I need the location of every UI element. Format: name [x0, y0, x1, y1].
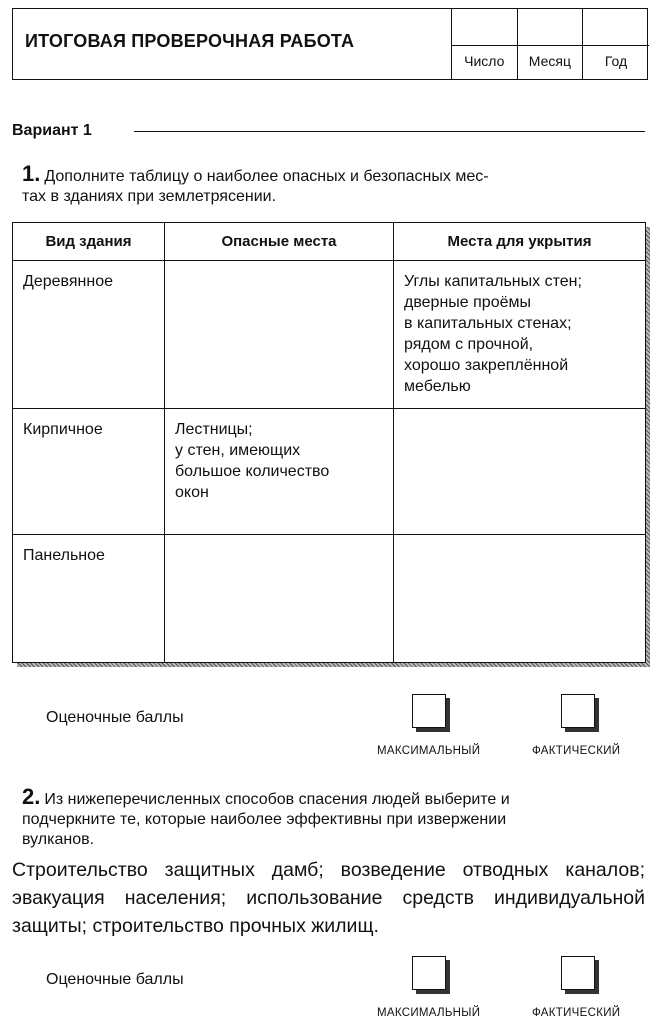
date-month-field[interactable]	[518, 8, 583, 46]
cell-shelter-answer[interactable]	[394, 535, 646, 663]
cell-danger-answer[interactable]	[165, 409, 394, 535]
task1-number: 1.	[22, 161, 41, 186]
table-header-row	[13, 223, 646, 261]
cell-line: Лестницы;	[175, 421, 253, 438]
task2-number: 2.	[22, 784, 41, 809]
date-month-cell	[518, 8, 584, 80]
cell-line: мебелью	[404, 378, 471, 395]
task1-text-line2: тах в зданиях при землетрясении.	[22, 188, 277, 205]
cell-shelter-answer[interactable]	[394, 261, 646, 409]
task1-text-line1: Дополните таблицу о наиболее опасных и безопасных мес-	[44, 168, 489, 185]
task2-text-line1: Из нижеперечисленных способов спасения людей выберите и	[44, 791, 510, 808]
date-day-label: Число	[464, 52, 505, 69]
task1-prompt	[22, 161, 647, 207]
date-day-field[interactable]	[452, 8, 517, 46]
cell-type: Кирпичное	[13, 409, 165, 535]
date-grid	[451, 8, 648, 80]
task2-score-label: Оценочные баллы	[46, 971, 184, 988]
col-header-shelter: Места для укрытия	[394, 223, 646, 261]
cell-line: хорошо закреплённой	[404, 357, 569, 374]
cell-type: Панельное	[13, 535, 165, 663]
task2-text-line2: подчеркните те, которые наиболее эффективны при извержении	[22, 811, 507, 828]
header-box	[12, 8, 648, 80]
col-header-type: Вид здания	[13, 223, 165, 261]
page-title: ИТОГОВАЯ ПРОВЕРОЧНАЯ РАБОТА	[25, 31, 355, 51]
variant-heading: Вариант 1	[12, 122, 92, 139]
task1-table-wrap	[12, 222, 645, 662]
table-row	[13, 535, 646, 663]
table-row	[13, 409, 646, 535]
cell-line: у стен, имеющих	[175, 442, 301, 459]
table-row	[13, 261, 646, 409]
variant-divider	[134, 131, 645, 132]
task1-actual-caption: ФАКТИЧЕСКИЙ	[532, 745, 621, 757]
task2-prompt	[22, 784, 647, 850]
cell-line: рядом с прочной,	[404, 336, 534, 353]
task1-table	[12, 222, 646, 663]
cell-line: Углы капитальных стен;	[404, 273, 582, 290]
date-year-label: Год	[604, 52, 628, 69]
task2-text-line3: вулканов.	[22, 831, 95, 848]
cell-line: в капитальных стенах;	[404, 315, 572, 332]
cell-line: дверные проёмы	[404, 294, 531, 311]
cell-type: Деревянное	[13, 261, 165, 409]
task2-max-caption: МАКСИМАЛЬНЫЙ	[377, 1007, 481, 1019]
cell-danger-answer[interactable]	[165, 261, 394, 409]
date-year-field[interactable]	[583, 8, 649, 46]
task1-max-score-box[interactable]	[412, 694, 446, 728]
cell-danger-answer[interactable]	[165, 535, 394, 663]
task2-actual-score-box[interactable]	[561, 956, 595, 990]
cell-line: окон	[175, 484, 209, 501]
date-day-cell	[452, 8, 518, 80]
col-header-danger: Опасные места	[165, 223, 394, 261]
cell-shelter-answer[interactable]	[394, 409, 646, 535]
cell-line: большое количество	[175, 463, 330, 480]
task2-options-text[interactable]: Строительство защитных дамб; возведение отводных каналов; эвакуация населения; использование средств индивидуальной защиты; строительство прочных жилищ.	[12, 859, 645, 937]
task1-max-caption: МАКСИМАЛЬНЫЙ	[377, 745, 481, 757]
date-month-label: Месяц	[528, 52, 571, 69]
task2-actual-caption: ФАКТИЧЕСКИЙ	[532, 1007, 621, 1019]
task1-actual-score-box[interactable]	[561, 694, 595, 728]
task2-max-score-box[interactable]	[412, 956, 446, 990]
task1-score-label: Оценочные баллы	[46, 709, 184, 726]
date-year-cell	[583, 8, 649, 80]
